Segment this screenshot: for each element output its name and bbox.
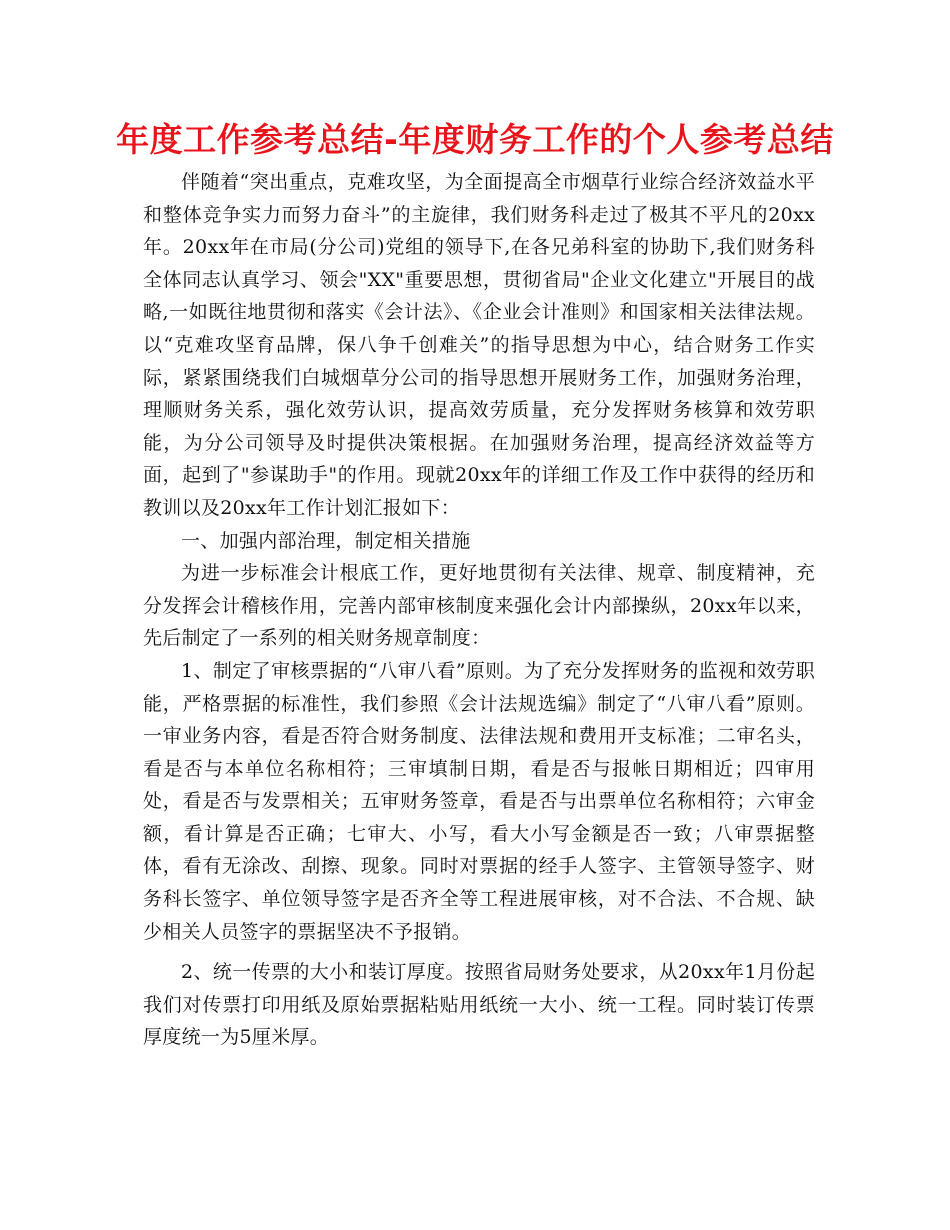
- paragraph-item-2: 2、统一传票的大小和装订厚度。按照省局财务处要求，从20xx年1月份起我们对传票打印用纸及原始票据粘贴用纸统一大小、统一工程。同时装订传票厚度统一为5厘米厚。: [143, 961, 815, 1049]
- paragraph-item-1: 1、制定了审核票据的“八审八看”原则。为了充分发挥财务的监视和效劳职能，严格票据的标准性，我们参照《会计法规选编》制定了“八审八看”原则。一审业务内容，看是否符合财务制度、法律法规和费用开支标准；二审名头，看是否与本单位名称相符；三审填制日期，看是否与报帐日期相近；四审用处，看是否与发票相关；五审财务签章，看是否与出票单位名称相符；六审金额，看计算是否正确；七审大、小写，看大小写金额是否一致；八审票据整体，看有无涂改、刮擦、现象。同时对票据的经手人签字、主管领导签字、财务科长签字、单位领导签字是否齐全等工程进展审核，对不合法、不合规、缺少相关人员签字的票据坚决不予报销。: [143, 659, 815, 943]
- section-heading-1: 一、加强内部治理，制定相关措施: [181, 529, 471, 552]
- paragraph-intro: 伴随着“突出重点，克难攻坚，为全面提高全市烟草行业综合经济效益水平和整体竞争实力而努力奋斗”的主旋律，我们财务科走过了极其不平凡的20xx年。20xx年在市局(分公司)党组的领导下,在各兄弟科室的协助下,我们财务科全体同志认真学习、领会"XX"重要思想，贯彻省局"企业文化建立"开展目的战略,一如既往地贯彻和落实《会计法》、《企业会计准则》和国家相关法律法规。以“克难攻坚育品牌，保八争千创难关”的指导思想为中心，结合财务工作实际，紧紧围绕我们白城烟草分公司的指导思想开展财务工作，加强财务治理，理顺财务关系，强化效劳认识，提高效劳质量，充分发挥财务核算和效劳职能，为分公司领导及时提供决策根据。在加强财务治理，提高经济效益等方面，起到了"参谋助手"的作用。现就20xx年的详细工作及工作中获得的经历和教训以及20xx年工作计划汇报如下：: [143, 171, 815, 519]
- paragraph-section-1: 为进一步标准会计根底工作，更好地贯彻有关法律、规章、制度精神，充分发挥会计稽核作用，完善内部审核制度来强化会计内部操纵，20xx年以来，先后制定了一系列的相关财务规章制度：: [143, 562, 815, 650]
- document-title: 年度工作参考总结-年度财务工作的个人参考总结: [116, 120, 834, 159]
- document-body: [143, 166, 815, 1054]
